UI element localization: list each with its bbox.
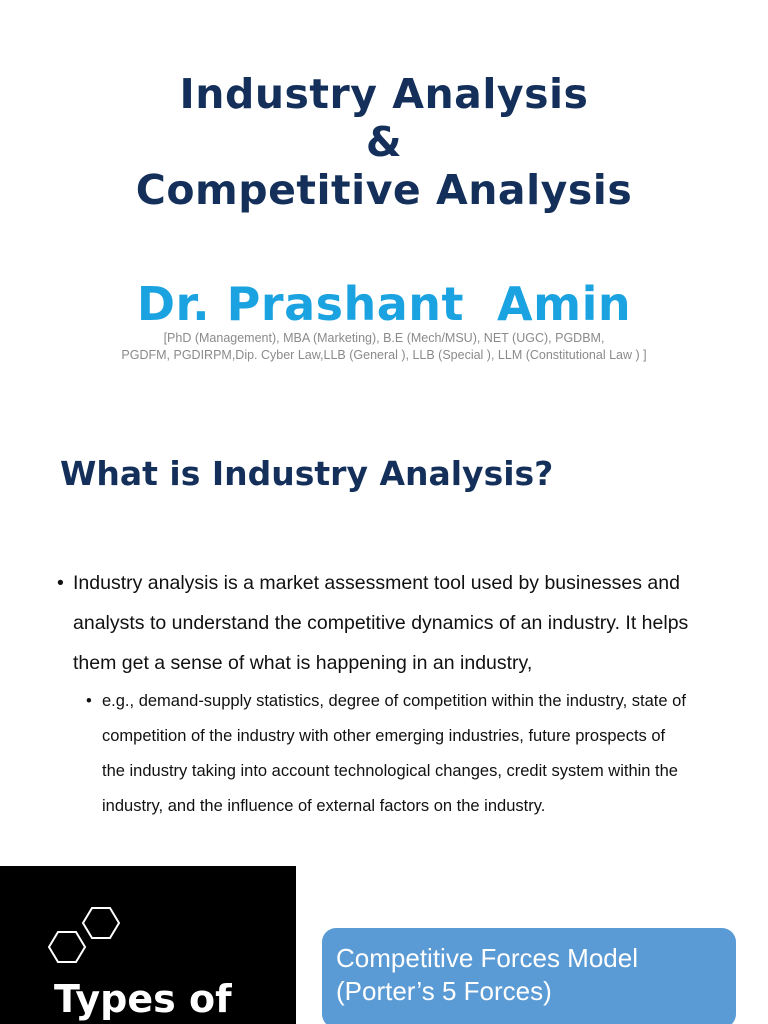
author-credentials xyxy=(90,330,678,364)
card-line-1: Competitive Forces Model xyxy=(336,943,638,973)
hexagons-icon xyxy=(46,906,122,964)
bullet-item xyxy=(57,563,707,683)
section-heading: What is Industry Analysis? xyxy=(60,454,554,493)
credentials-line-1: [PhD (Management), MBA (Marketing), B.E (Mech/MSU), NET (UGC), PGDBM, xyxy=(163,331,605,345)
title-line-2: & xyxy=(365,118,403,166)
competitive-forces-card xyxy=(322,928,736,1024)
bullet-text: Industry analysis is a market assessment tool used by businesses and analysts to understand the competitive dynamics of an industry. It helps them get a sense of what is happening in an industry, xyxy=(73,572,689,674)
sub-bullet-item xyxy=(86,684,686,824)
slide-title xyxy=(0,70,768,214)
credentials-line-2: PGDFM, PGDIRPM,Dip. Cyber Law,LLB (General ), LLB (Special ), LLM (Constitutional Law ) ] xyxy=(121,348,647,362)
sub-bullet-text: e.g., demand-supply statistics, degree of competition within the industry, state of competition of the industry with other emerging industries, future prospects of the industry taking into account technological changes, credit system within the industry, and the influence of external factors on the industry. xyxy=(102,692,686,815)
card-line-2: (Porter’s 5 Forces) xyxy=(336,976,552,1006)
types-heading: Types of xyxy=(54,977,232,1021)
card-text xyxy=(336,942,726,1008)
author-name: Dr. Prashant Amin xyxy=(136,277,632,331)
sub-bullet-marker: • xyxy=(86,692,92,710)
bullet-marker: • xyxy=(57,572,64,594)
title-line-3: Competitive Analysis xyxy=(135,166,633,214)
title-line-1: Industry Analysis xyxy=(179,70,589,118)
